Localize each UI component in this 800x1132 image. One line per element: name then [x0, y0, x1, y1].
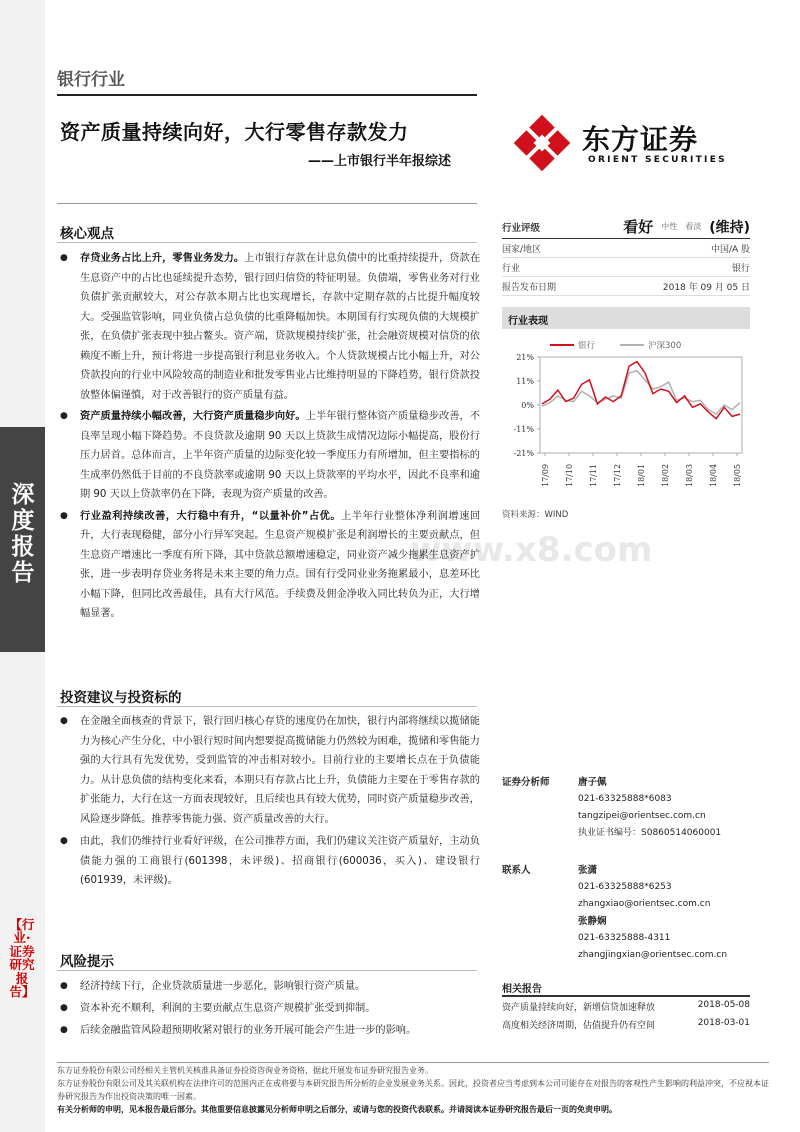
x-tick-label: 18/02: [661, 463, 670, 487]
invest-rule: [57, 706, 477, 707]
bullet-text: 后续金融监管风险超预期收紧对银行的业务开展可能会产生进一步的影响。: [80, 1025, 417, 1036]
related-report-item[interactable]: [502, 1000, 750, 1013]
legend-label: 银行: [578, 341, 596, 351]
y-tick-label: -11%: [513, 425, 534, 434]
related-report-name[interactable]: 高度相关经济周期，估值提升仍有空间: [502, 1021, 656, 1031]
core-view-title: 核心观点: [60, 226, 114, 242]
related-report-date: 2018-05-08: [697, 1000, 750, 1010]
risk-bullet: [60, 1021, 480, 1040]
bullet-dot-icon: ●: [60, 253, 68, 263]
footer-divider: [57, 1062, 769, 1063]
rating-table: [502, 215, 750, 296]
rating-header-row: [502, 215, 750, 239]
risk-bullet: [60, 999, 480, 1018]
x-tick-label: 17/10: [565, 463, 574, 487]
x-tick-label: 17/09: [541, 463, 550, 487]
rating-row: [502, 277, 750, 296]
rating-value: 看好: [623, 218, 654, 236]
invest-bullets: [60, 712, 480, 891]
bullet-dot-icon: ●: [60, 716, 68, 726]
bullet-text: 由此，我们仍维持行业看好评级，在公司推荐方面，我们仍建议关注资产质量好，主动负债能力强的工商银行(601398，未评级)、招商银行(600036，买入)、建设银行(601939，未评级)。: [80, 836, 480, 886]
top-divider: [57, 94, 477, 96]
chart-source: 资料来源：WIND: [502, 510, 569, 520]
series-line-沪深300: [542, 371, 740, 414]
rating-bearish: 看淡: [685, 222, 702, 231]
contact-email[interactable]: zhangjingxian@orientsec.com.cn: [578, 950, 728, 960]
bullet-dot-icon: ●: [60, 411, 68, 421]
legend-label: 沪深300: [648, 341, 682, 351]
rating-row: [502, 239, 750, 258]
y-tick-label: 0%: [521, 401, 534, 410]
bullet-text: 上半年行业整体净利润增速回升，大行表现稳健，部分小行异军突起。生息资产规模扩张是利润增长的主要贡献点，但生息资产增速比一季度有所下降，其中贷款总额增速稳定，同业资产减少拖累生息资产扩张，进一步表明存贷业务将是未来主要的角力点。国有行受同业业务拖累最小，息差环比小幅下降，但同比改善最佳，具有大行风范。手续费及佣金净收入同比转负为正，大行增幅显著。: [80, 510, 481, 619]
rating-label: 行业评级: [502, 222, 541, 234]
report-category-tag: 【行业·证券研究报告】: [9, 917, 35, 1000]
invest-title: 投资建议与投资标的: [60, 690, 182, 706]
x-tick-label: 18/03: [685, 463, 694, 487]
bullet-dot-icon: ●: [60, 510, 68, 521]
contact-phone: 021-63325888*6253: [578, 882, 672, 892]
contact-name: 张潇: [578, 865, 598, 876]
rating-row-value: 2018 年 09 月 05 日: [662, 282, 750, 293]
sidebar: [0, 0, 45, 1132]
contact-name: 张静娴: [578, 916, 607, 927]
analyst-email[interactable]: tangzipei@orientsec.com.cn: [578, 811, 706, 821]
report-type-label: 深度报告: [11, 482, 35, 586]
x-tick-label: 18/04: [709, 463, 718, 487]
rating-status: (维持): [709, 219, 750, 236]
footer-disclaimer: [57, 1064, 769, 1116]
header-divider: [57, 203, 477, 204]
contact-phone: 021-63325888-4311: [578, 933, 671, 943]
risk-rule: [57, 970, 477, 971]
bullet-dot-icon: ●: [60, 836, 68, 846]
bullet-text: 资本补充不顺利，利润的主要贡献点生息资产规模扩张受到抑制。: [80, 1003, 376, 1014]
performance-chart: [502, 333, 750, 503]
rating-values: [623, 216, 750, 237]
bullet-dot-icon: ●: [60, 1025, 68, 1035]
bullet-dot-icon: ●: [60, 981, 68, 991]
related-report-name[interactable]: 资产质量持续向好，新增信贷加速释放: [502, 1003, 656, 1013]
contact-role: 联系人: [502, 865, 531, 876]
rating-row: [502, 258, 750, 277]
analyst-role: 证券分析师: [502, 777, 550, 788]
bullet-lead: 资产质量持续小幅改善，大行资产质量稳步向好。: [80, 411, 306, 422]
chart-plot-frame: [540, 357, 742, 453]
related-report-date: 2018-03-01: [697, 1018, 750, 1028]
performance-title: 行业表现: [502, 307, 750, 329]
footer-line: 东方证券股份有限公司经相关主管机关核准具备证券投资咨询业务资格，据此开展发布证券研究报告业务。: [57, 1066, 433, 1075]
y-tick-label: 11%: [516, 377, 534, 386]
x-tick-label: 17/12: [613, 463, 622, 487]
contact-email[interactable]: zhangxiao@orientsec.com.cn: [578, 899, 711, 909]
invest-bullet: [60, 832, 480, 891]
rating-row-key: 报告发布日期: [502, 282, 557, 293]
bullet-text: 上市银行存款在计息负债中的比重持续提升，贷款在生息资产中的占比也延续提升态势，银行回归信贷的特征明显。负债端，零售业务对行业负债扩张贡献较大，对公存款本期占比也实现增长，存款中定期存款的占比提升幅度较大。受强监管影响，同业负债占总负债的比重降幅加快。本期国有行实现负债的大规模扩张，在负债扩张表现中独占鳌头。资产端，贷款规模持续扩张，社会融资规模对信贷的依赖度不断上升，预计将进一步提高银行利息业务收入。个人贷款规模占比小幅上升，对公贷款投向的行业中风险较高的制造业和批发零售业占比维持明显的下降趋势，银行贷款投放整体偏谨慎，对于改善银行的资产质量有益。: [80, 253, 481, 401]
bullet-text: 经济持续下行，企业贷款质量进一步恶化，影响银行资产质量。: [80, 981, 366, 992]
core-view-bullets: [60, 249, 480, 624]
core-bullet: [60, 249, 480, 405]
rating-neutral: 中性: [661, 222, 678, 231]
related-reports-rule: [502, 995, 750, 997]
rating-row-key: 国家/地区: [502, 244, 542, 255]
x-tick-label: 18/01: [637, 463, 646, 487]
invest-bullet: [60, 712, 480, 829]
y-tick-label: -21%: [513, 449, 534, 458]
core-bullet: [60, 507, 480, 624]
bullet-text: 在金融全面核查的背景下，银行回归核心存贷的速度仍在加快，银行内部将继续以揽储能力为核心产生分化，中小银行短时间内想要提高揽储能力仍然较为困难，揽储和零售能力强的大行具有先发优势，受到监管的冲击相对较小。目前行业的主要增长点在于负债能力。从计息负债的结构变化来看，本期只有存款占比上升，负债能力主要在于零售存款的扩张能力，大行在这一方面表现较好，且后续也具有较大优势，同时资产质量稳步改善，风险逐步降低。推荐零售能力强、资产质量改善的大行。: [80, 716, 480, 825]
bullet-text: 上半年银行整体资产质量稳步改善，不良率呈现小幅下降趋势。不良贷款及逾期 90 天以上贷款生成情况边际小幅提高，股份行压力居首。总体而言，上半年资产质量的边际变化较一季度压力有所增加，但主要指标的生成率仍然低于目前的不良贷款率或逾期 90 天以上贷款率的平均水平，因此不良率和逾期 90 天以上贷款率仍在下降，表现为资产质量的改善。: [80, 411, 481, 500]
logo-english-name: ORIENT SECURITIES: [588, 155, 727, 165]
report-title: 资产质量持续向好，大行零售存款发力: [60, 120, 409, 144]
rating-row-value: 中国/A 股: [710, 244, 750, 255]
y-tick-label: 21%: [516, 353, 534, 362]
related-reports-title: 相关报告: [502, 984, 542, 995]
x-tick-label: 17/11: [589, 463, 598, 487]
analyst-info: [578, 774, 721, 842]
footer-note: [57, 1103, 769, 1116]
risk-bullet: [60, 977, 480, 996]
bullet-lead: 存贷业务占比上升，零售业务发力。: [80, 253, 245, 264]
contact-info: [578, 862, 710, 913]
analyst-license: 执业证书编号：S0860514060001: [578, 828, 722, 838]
x-tick-label: 18/05: [733, 463, 742, 487]
analyst-phone: 021-63325888*6083: [578, 794, 672, 804]
rating-row-value: 银行: [731, 263, 750, 274]
bullet-lead: 行业盈利持续改善，大行稳中有升，“以量补价”占优。: [80, 510, 342, 522]
risk-title: 风险提示: [60, 954, 114, 970]
risk-bullets: [60, 977, 480, 1040]
core-view-rule: [57, 242, 477, 243]
footer-line: 东方证券股份有限公司及其关联机构在法律许可的范围内正在或将要与本研究报告所分析的企业发展业务关系。因此，投资者应当考虑到本公司可能存在对报告的客观性产生影响的利益冲突，不应视本证券研究报告为作出投资决策的唯一因素。: [57, 1079, 769, 1101]
analyst-name: 唐子佩: [578, 777, 607, 788]
bullet-dot-icon: ●: [60, 1003, 68, 1013]
core-bullet: [60, 407, 480, 505]
rating-row-key: 行业: [502, 263, 521, 274]
logo-chinese-name: 东方证券: [582, 123, 699, 156]
sector-label: 银行行业: [57, 70, 125, 90]
report-subtitle: ——上市银行半年报综述: [308, 154, 452, 169]
watermark: www.x8.com: [410, 530, 653, 570]
contact-info: [578, 913, 727, 964]
footer-bold-line: 有关分析师的申明，见本报告最后部分。其他重要信息披露见分析师申明之后部分，或请与您的投资代表联系。并请阅读本证券研究报告最后一页的免责申明。: [57, 1105, 617, 1114]
related-report-item[interactable]: [502, 1018, 750, 1031]
